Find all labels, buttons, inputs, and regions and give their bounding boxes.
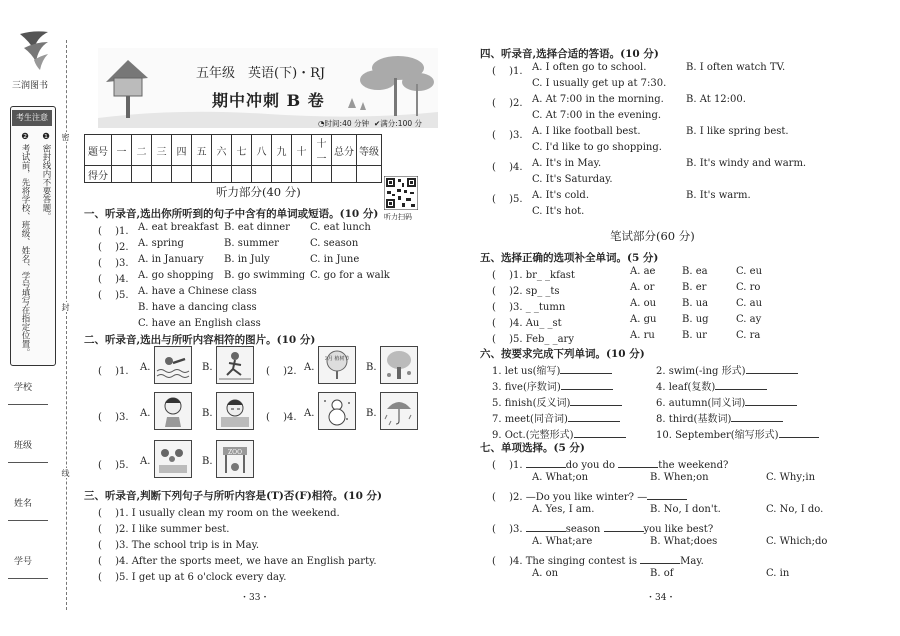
s4-q2-option-c: C. At 7:00 in the evening. — [532, 110, 662, 121]
score-table-cell: 四 — [172, 135, 192, 166]
exam-title: 期中冲刺 B 卷 — [212, 91, 325, 110]
score-input-cell[interactable] — [132, 166, 152, 183]
notice-item-2-number: ❷ — [20, 132, 30, 142]
s5-q5-option-c: C. ra — [736, 330, 761, 341]
answer-blank[interactable] — [715, 389, 767, 390]
swimming-picture[interactable] — [154, 346, 192, 384]
score-table-cell: 七 — [232, 135, 252, 166]
s2-q1-number[interactable]: ( )1. — [98, 366, 129, 377]
s4-q1-option-a: A. I often go to school. — [532, 62, 647, 73]
s5-q1-option-b: B. ea — [682, 266, 708, 277]
s4-q5-option-c: C. It's hot. — [532, 206, 585, 217]
s3-statement-2[interactable]: ( )2. I like summer best. — [98, 524, 230, 535]
s4-q4-option-b: B. It's windy and warm. — [686, 158, 807, 169]
zoo-picture[interactable] — [216, 440, 254, 478]
s1-q3-option-b: B. in July — [224, 254, 270, 265]
s5-q1-option-a: A. ae — [630, 266, 656, 277]
notice-item-2: 考试前，先将学校、班级、姓名、学号填写在指定位置。 — [20, 144, 30, 357]
page-number-left: ・33・ — [240, 593, 270, 603]
s5-q1-stem[interactable]: ( )1. br_ _kfast — [492, 270, 575, 281]
s7-q3-option-c: C. Which;do — [766, 536, 828, 547]
s4-q1-option-b: B. I often watch TV. — [686, 62, 786, 73]
score-table-cell: 十一 — [312, 135, 332, 166]
s1-q4-number[interactable]: ( )4. — [98, 274, 129, 285]
s4-q5-option-a: A. It's cold. — [532, 190, 590, 201]
s6-item-4: 4. leaf(复数) — [656, 378, 767, 393]
s7-q4-option-b: B. of — [650, 568, 674, 579]
s7-q4-stem[interactable]: ( )4. The singing contest is May. — [492, 556, 704, 567]
s5-q5-stem[interactable]: ( )5. Feb_ _ary — [492, 334, 574, 345]
score-input-cell[interactable] — [272, 166, 292, 183]
s2-q1-a-label: A. — [140, 362, 151, 373]
s4-q2-number[interactable]: ( )2. — [492, 98, 523, 109]
s1-q5-number[interactable]: ( )5. — [98, 290, 129, 301]
s4-q5-option-b: B. It's warm. — [686, 190, 751, 201]
grade-subject-title: 五年级 英语(下)・RJ — [196, 66, 326, 81]
written-part-title: 笔试部分(60 分) — [610, 229, 695, 243]
s4-q2-option-b: B. At 12:00. — [686, 94, 746, 105]
s1-q2-number[interactable]: ( )2. — [98, 242, 129, 253]
score-input-cell[interactable] — [312, 166, 332, 183]
notice-item-1-number: ❶ — [41, 132, 51, 142]
s4-q1-number[interactable]: ( )1. — [492, 66, 523, 77]
s5-q2-option-b: B. er — [682, 282, 707, 293]
s6-item-3: 3. five(序数词) — [492, 378, 613, 393]
s5-q3-stem[interactable]: ( )3. _ _tumn — [492, 302, 566, 313]
answer-blank[interactable] — [574, 437, 626, 438]
s5-q4-stem[interactable]: ( )4. Au_ _st — [492, 318, 562, 329]
s4-q3-option-c: C. I'd like to go shopping. — [532, 142, 662, 153]
full-score: ✔满分:100 分 — [374, 119, 423, 128]
section-4-title: 四、听录音,选择合适的答语。(10 分) — [480, 48, 659, 60]
s1-q2-option-a: A. spring — [138, 238, 184, 249]
s5-q5-option-b: B. ur — [682, 330, 707, 341]
answer-blank[interactable] — [647, 499, 687, 500]
s4-q3-option-b: B. I like spring best. — [686, 126, 789, 137]
s7-q3-option-a: A. What;are — [532, 536, 593, 547]
s5-q4-option-b: B. ug — [682, 314, 709, 325]
s7-q1-option-c: C. Why;in — [766, 472, 816, 483]
s2-q5-a-label: A. — [140, 456, 151, 467]
score-table — [84, 134, 382, 183]
score-table-cell: 一 — [112, 135, 132, 166]
seal-line — [66, 40, 67, 610]
score-table-cell: 二 — [132, 135, 152, 166]
s6-item-6: 6. autumn(同义词) — [656, 394, 797, 409]
section-7-title: 七、单项选择。(5 分) — [480, 442, 585, 454]
answer-blank[interactable] — [526, 467, 566, 468]
answer-blank[interactable] — [640, 563, 680, 564]
s5-q5-option-a: A. ru — [630, 330, 655, 341]
s2-q5-b-label: B. — [202, 456, 213, 467]
s5-q2-stem[interactable]: ( )2. sp_ _ts — [492, 286, 560, 297]
publisher-logo — [14, 28, 54, 72]
s1-q1-option-c: C. eat lunch — [310, 222, 371, 233]
score-table-cell: 五 — [192, 135, 212, 166]
s6-item-8: 8. third(基数词) — [656, 410, 783, 425]
score-table-cell: 题号 — [85, 135, 112, 166]
name-field-line[interactable] — [8, 520, 48, 521]
s1-q2-option-b: B. summer — [224, 238, 279, 249]
s4-q5-number[interactable]: ( )5. — [492, 194, 523, 205]
student-id-field-line[interactable] — [8, 578, 48, 579]
listening-part-title: 听力部分(40 分) — [216, 185, 301, 199]
s7-q4-option-a: A. on — [532, 568, 559, 579]
s6-item-9: 9. Oct.(完整形式) — [492, 426, 626, 441]
section-2-title: 二、听录音,选出与所听内容相符的图片。(10 分) — [84, 334, 316, 346]
s1-q4-option-b: B. go swimming — [224, 270, 306, 281]
s2-q3-b-label: B. — [202, 408, 213, 419]
s2-q5-number[interactable]: ( )5. — [98, 460, 129, 471]
score-input-cell[interactable] — [212, 166, 232, 183]
seal-mark-xian: 线 — [61, 469, 70, 477]
score-input-cell[interactable] — [357, 166, 382, 183]
s1-q3-option-a: A. in January — [138, 254, 204, 265]
score-input-cell[interactable] — [232, 166, 252, 183]
section-6-title: 六、按要求完成下列单词。(10 分) — [480, 348, 645, 360]
seal-mark-feng: 封 — [61, 303, 70, 311]
s5-q3-option-a: A. ou — [630, 298, 657, 309]
s6-item-2: 2. swim(-ing 形式) — [656, 362, 798, 377]
s7-q2-stem[interactable]: ( )2. —Do you like winter? — — [492, 488, 687, 503]
notice-title: 考生注意 — [12, 110, 52, 126]
s7-q1-option-b: B. When;on — [650, 472, 709, 483]
s7-q2-option-b: B. No, I don't. — [650, 504, 721, 515]
section-5-title: 五、选择正确的选项补全单词。(5 分) — [480, 252, 659, 264]
s4-q4-option-c: C. It's Saturday. — [532, 174, 613, 185]
family-picnic-picture[interactable] — [154, 440, 192, 478]
score-table-header-row — [85, 135, 382, 166]
time-limit: ◔时间:40 分钟 — [318, 119, 369, 128]
score-table-cell: 十 — [292, 135, 312, 166]
skating-picture[interactable] — [216, 346, 254, 384]
s2-q3-number[interactable]: ( )3. — [98, 412, 129, 423]
answer-blank[interactable] — [526, 531, 566, 532]
girl-picture[interactable] — [154, 392, 192, 430]
answer-blank[interactable] — [560, 373, 612, 374]
s6-item-5: 5. finish(反义词) — [492, 394, 622, 409]
score-input-cell[interactable] — [172, 166, 192, 183]
answer-blank[interactable] — [779, 437, 819, 438]
s6-item-7: 7. meet(同音词) — [492, 410, 620, 425]
s2-q2-number[interactable]: ( )2. — [266, 366, 297, 377]
s4-q3-option-a: A. I like football best. — [532, 126, 641, 137]
qr-code-icon[interactable] — [384, 176, 418, 210]
s5-q2-option-c: C. ro — [736, 282, 761, 293]
s7-q1-stem[interactable]: ( )1. do you do the weekend? — [492, 460, 729, 471]
s1-q5-option-b: B. have a dancing class — [138, 302, 257, 313]
score-input-cell[interactable] — [192, 166, 212, 183]
score-input-cell[interactable] — [252, 166, 272, 183]
class-label: 班级 — [14, 441, 33, 451]
s2-q4-a-label: A. — [304, 408, 315, 419]
answer-blank[interactable] — [745, 405, 797, 406]
sleeping-girl-picture[interactable] — [216, 392, 254, 430]
section-3-title: 三、听录音,判断下列句子与所听内容是(T)否(F)相符。(10 分) — [84, 490, 382, 502]
s4-q3-number[interactable]: ( )3. — [492, 130, 523, 141]
s1-q5-option-a: A. have a Chinese class — [138, 286, 257, 297]
s1-q3-option-c: C. in June — [310, 254, 360, 265]
s2-q4-number[interactable]: ( )4. — [266, 412, 297, 423]
s5-q1-option-c: C. eu — [736, 266, 763, 277]
s3-statement-4[interactable]: ( )4. After the sports meet, we have an English party. — [98, 556, 377, 567]
picture-caption: 3月 植树节 — [324, 356, 350, 362]
name-label: 姓名 — [14, 499, 33, 509]
umbrella-rain-picture[interactable] — [380, 392, 418, 430]
s2-q1-b-label: B. — [202, 362, 213, 373]
s3-statement-1[interactable]: ( )1. I usually clean my room on the weekend. — [98, 508, 340, 519]
answer-blank[interactable] — [746, 373, 798, 374]
page-number-right: ・34・ — [646, 593, 676, 603]
autumn-tree-picture[interactable] — [380, 346, 418, 384]
score-table-cell: 九 — [272, 135, 292, 166]
answer-blank[interactable] — [570, 405, 622, 406]
s7-q3-option-b: B. What;does — [650, 536, 718, 547]
score-row-label: 得分 — [85, 166, 112, 183]
s5-q2-option-a: A. or — [630, 282, 655, 293]
score-table-cell: 八 — [252, 135, 272, 166]
s1-q5-option-c: C. have an English class — [138, 318, 261, 329]
s2-q3-a-label: A. — [140, 408, 151, 419]
s3-statement-3[interactable]: ( )3. The school trip is in May. — [98, 540, 260, 551]
s7-q3-stem[interactable]: ( )3. season you like best? — [492, 524, 714, 535]
score-input-cell[interactable] — [112, 166, 132, 183]
s1-q1-option-b: B. eat dinner — [224, 222, 290, 233]
s1-q1-number[interactable]: ( )1. — [98, 226, 129, 237]
s4-q4-option-a: A. It's in May. — [532, 158, 602, 169]
score-input-cell[interactable] — [332, 166, 357, 183]
s4-q4-number[interactable]: ( )4. — [492, 162, 523, 173]
class-field-line[interactable] — [8, 462, 48, 463]
brand-name: 三润图书 — [12, 81, 49, 91]
notice-item-1: 密封线内不要答题。 — [41, 144, 51, 221]
s4-q2-option-a: A. At 7:00 in the morning. — [532, 94, 664, 105]
s1-q4-option-c: C. go for a walk — [310, 270, 390, 281]
answer-blank[interactable] — [568, 421, 620, 422]
s1-q3-number[interactable]: ( )3. — [98, 258, 129, 269]
school-field-line[interactable] — [8, 404, 48, 405]
school-label: 学校 — [14, 383, 33, 393]
answer-blank[interactable] — [618, 467, 658, 468]
student-id-label: 学号 — [14, 557, 33, 567]
score-table-cell: 三 — [152, 135, 172, 166]
s2-q4-b-label: B. — [366, 408, 377, 419]
s6-item-10: 10. September(缩写形式) — [656, 426, 819, 441]
s2-q2-b-label: B. — [366, 362, 377, 373]
score-table-cell: 六 — [212, 135, 232, 166]
s6-item-1: 1. let us(缩写) — [492, 362, 612, 377]
snowman-picture[interactable] — [318, 392, 356, 430]
s5-q3-option-c: C. au — [736, 298, 763, 309]
s7-q1-option-a: A. What;on — [532, 472, 589, 483]
section-1-title: 一、听录音,选出你所听到的句子中含有的单词或短语。(10 分) — [84, 208, 379, 220]
answer-blank[interactable] — [731, 421, 783, 422]
s5-q3-option-b: B. ua — [682, 298, 709, 309]
s5-q4-option-c: C. ay — [736, 314, 762, 325]
s3-statement-5[interactable]: ( )5. I get up at 6 o'clock every day. — [98, 572, 287, 583]
score-input-cell[interactable] — [152, 166, 172, 183]
answer-blank[interactable] — [561, 389, 613, 390]
s1-q1-option-a: A. eat breakfast — [138, 222, 219, 233]
zoo-sign: ZOO — [227, 449, 243, 456]
s7-q4-option-c: C. in — [766, 568, 790, 579]
tree-planting-day-picture[interactable] — [318, 346, 356, 384]
s1-q2-option-c: C. season — [310, 238, 359, 249]
answer-blank[interactable] — [604, 531, 644, 532]
seal-mark-mi: 密 — [61, 133, 70, 141]
s2-q2-a-label: A. — [304, 362, 315, 373]
s5-q4-option-a: A. gu — [630, 314, 657, 325]
qr-label: 听力扫码 — [384, 213, 412, 221]
score-table-score-row — [85, 166, 382, 183]
score-input-cell[interactable] — [292, 166, 312, 183]
score-table-cell: 等级 — [357, 135, 382, 166]
s4-q1-option-c: C. I usually get up at 7:30. — [532, 78, 667, 89]
s1-q4-option-a: A. go shopping — [138, 270, 214, 281]
s7-q2-option-a: A. Yes, I am. — [532, 504, 595, 515]
s7-q2-option-c: C. No, I do. — [766, 504, 824, 515]
score-table-cell: 总分 — [332, 135, 357, 166]
